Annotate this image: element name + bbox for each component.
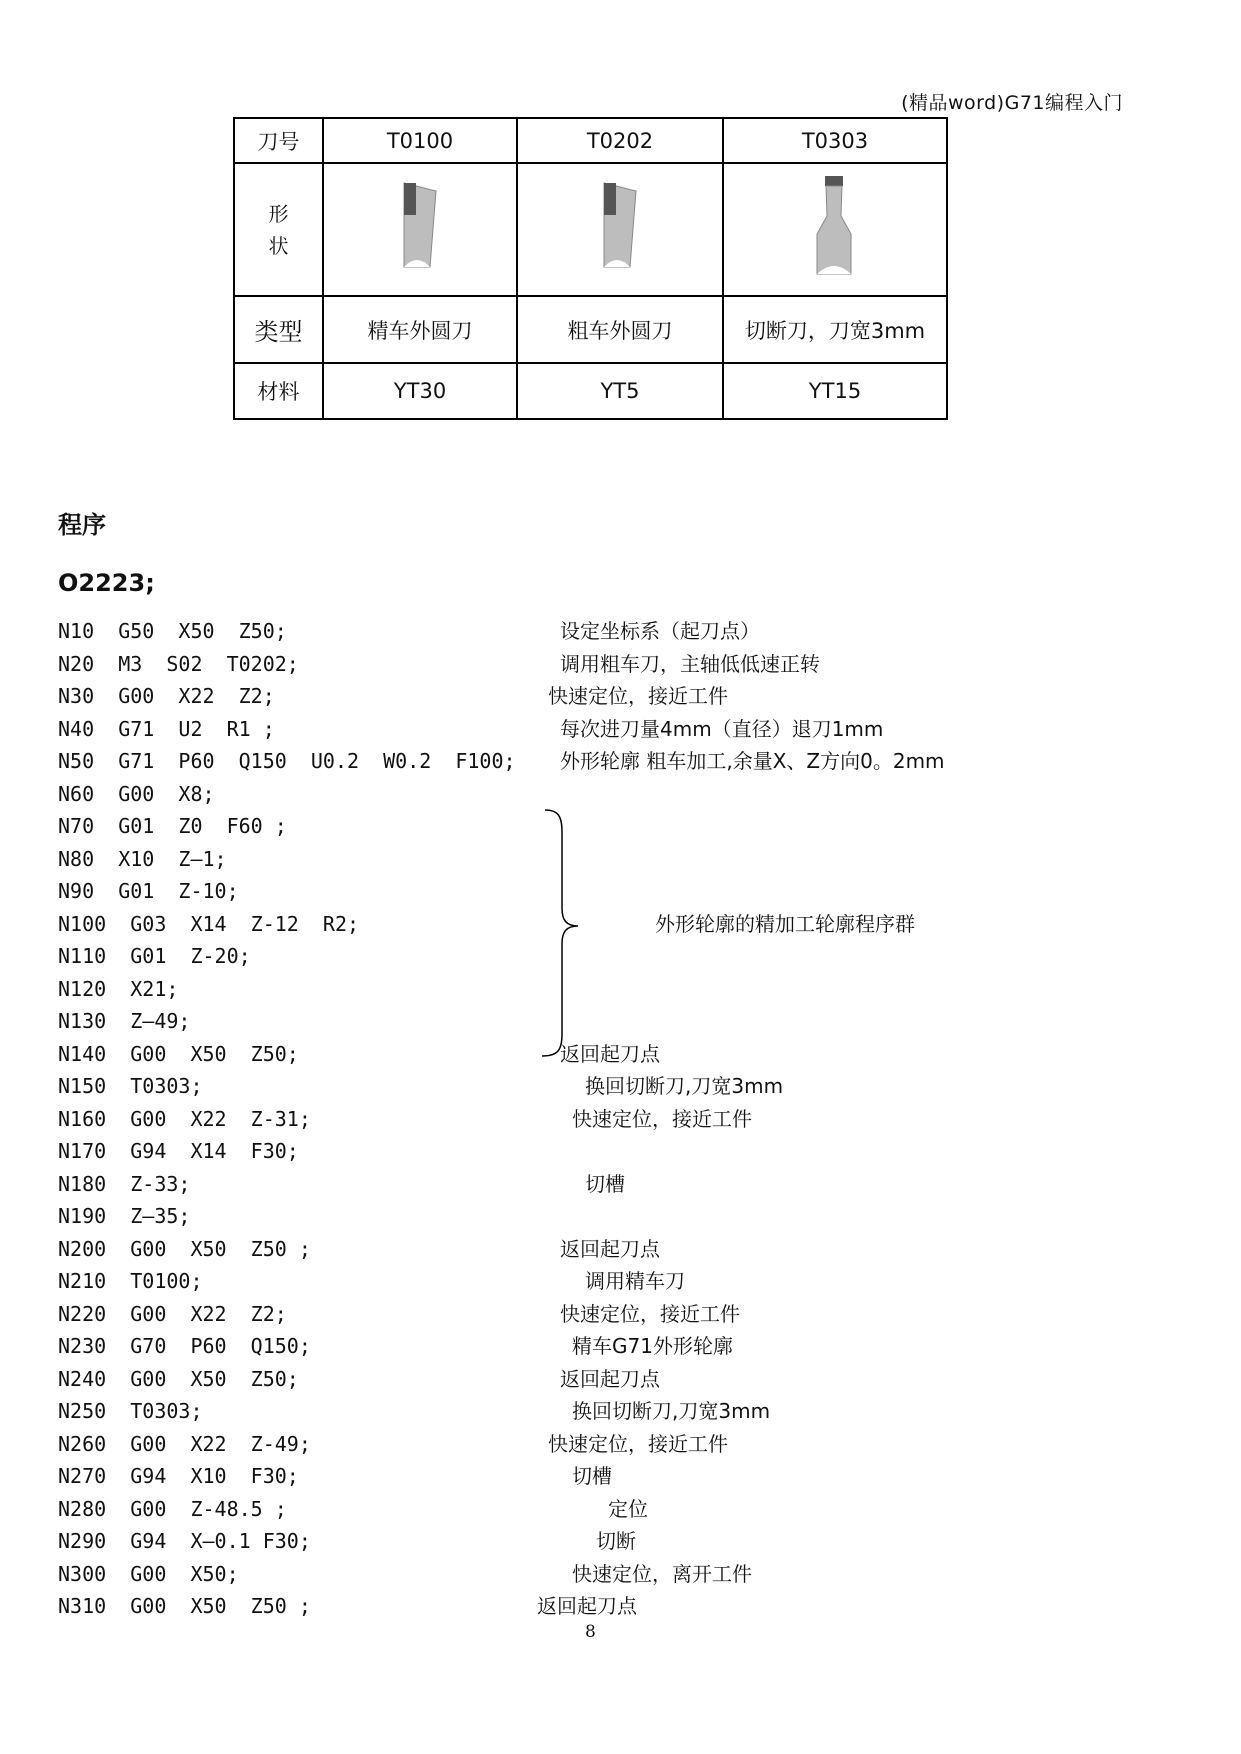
- program-line-comment: 快速定位，接近工件: [548, 684, 728, 708]
- tool-material-cell: YT5: [517, 363, 723, 419]
- tool-number-row: [234, 118, 947, 163]
- program-line-comment: 精车G71外形轮廓: [572, 1334, 733, 1358]
- program-line-code: N290 G94 X—0.1 F30;: [58, 1529, 311, 1553]
- tool-type-cell: 切断刀，刀宽3mm: [723, 296, 947, 363]
- tool-table: [233, 117, 948, 420]
- page-number: 8: [585, 1622, 596, 1642]
- program-line-code: N180 Z-33;: [58, 1171, 191, 1196]
- program-line-comment: 外形轮廓 粗车加工,余量X、Z方向0。2mm: [560, 749, 945, 773]
- brace-label: 外形轮廓的精加工轮廓程序群: [655, 912, 915, 936]
- program-line-comment: 换回切断刀,刀宽3mm: [585, 1074, 784, 1098]
- program-line-comment: 切断: [596, 1529, 636, 1553]
- program-line-comment: 调用粗车刀，主轴低低速正转: [560, 651, 820, 676]
- program-line-code: N60 G00 X8;: [58, 781, 215, 806]
- program-line-comment: 快速定位，接近工件: [560, 1301, 740, 1326]
- tool-shape-label: 形状: [234, 163, 323, 296]
- program-line-comment: 返回起刀点: [560, 1041, 660, 1066]
- program-line-code: N110 G01 Z-20;: [58, 944, 251, 968]
- program-line-comment: 定位: [608, 1496, 648, 1521]
- tool-type-cell: 粗车外圆刀: [517, 296, 723, 363]
- program-line-code: N220 G00 X22 Z2;: [58, 1301, 287, 1326]
- program-line-code: N190 Z—35;: [58, 1204, 191, 1228]
- tool-type-label: 类型: [234, 296, 323, 363]
- cutoff-tool-icon: [723, 163, 947, 296]
- program-line-code: N140 G00 X50 Z50;: [58, 1041, 299, 1066]
- section-title: 程序: [58, 511, 106, 539]
- program-line-code: N100 G03 X14 Z-12 R2;: [58, 911, 360, 936]
- program-line-comment: 返回起刀点: [560, 1366, 660, 1391]
- program-line-comment: 返回起刀点: [537, 1594, 637, 1618]
- tool-shape-row: [234, 163, 947, 296]
- program-line-code: N30 G00 X22 Z2;: [58, 684, 275, 708]
- header-note: (精品word)G71编程入门: [901, 92, 1123, 114]
- program-line-code: N170 G94 X14 F30;: [58, 1139, 299, 1163]
- program-line-code: N210 T0100;: [58, 1269, 203, 1293]
- program-line-comment: 返回起刀点: [560, 1236, 660, 1261]
- program-line-code: N130 Z—49;: [58, 1009, 191, 1033]
- program-line-comment: 快速定位，接近工件: [572, 1106, 752, 1131]
- program-line-code: N230 G70 P60 Q150;: [58, 1334, 311, 1358]
- tool-material-cell: YT15: [723, 363, 947, 419]
- program-line-comment: 调用精车刀: [585, 1269, 685, 1293]
- tool-number-cell: T0202: [517, 118, 723, 163]
- program-line-code: N70 G01 Z0 F60 ;: [58, 814, 287, 838]
- roughing-tool-icon: [517, 163, 723, 296]
- program-line-code: N250 T0303;: [58, 1399, 203, 1423]
- program-line-code: N80 X10 Z—1;: [58, 846, 227, 871]
- program-line-code: N200 G00 X50 Z50 ;: [58, 1236, 311, 1261]
- program-line-comment: 每次进刀量4mm（直径）退刀1mm: [560, 716, 884, 741]
- program-line-code: N240 G00 X50 Z50;: [58, 1366, 299, 1391]
- program-line-comment: 切槽: [572, 1464, 612, 1488]
- program-line-code: N150 T0303;: [58, 1074, 203, 1098]
- program-line-code: N260 G00 X22 Z-49;: [58, 1431, 311, 1456]
- program-line-code: N40 G71 U2 R1 ;: [58, 716, 275, 741]
- program-line-code: N20 M3 S02 T0202;: [58, 651, 299, 676]
- program-line-comment: 换回切断刀,刀宽3mm: [572, 1399, 771, 1423]
- tool-material-cell: YT30: [323, 363, 517, 419]
- program-line-code: N160 G00 X22 Z-31;: [58, 1106, 311, 1131]
- tool-material-label: 材料: [234, 363, 323, 419]
- program-line-code: N50 G71 P60 Q150 U0.2 W0.2 F100;: [58, 749, 516, 773]
- program-id: O2223;: [58, 569, 155, 597]
- program-line-code: N10 G50 X50 Z50;: [58, 619, 287, 643]
- tool-number-label: 刀号: [234, 118, 323, 163]
- tool-number-cell: T0303: [723, 118, 947, 163]
- tool-type-row: [234, 296, 947, 363]
- tool-number-cell: T0100: [323, 118, 517, 163]
- program-line-comment: 设定坐标系（起刀点）: [560, 619, 760, 643]
- program-line-code: N120 X21;: [58, 976, 179, 1001]
- program-line-comment: 快速定位，接近工件: [548, 1431, 728, 1456]
- program-line-code: N90 G01 Z-10;: [58, 879, 239, 903]
- program-line-comment: 快速定位，离开工件: [572, 1561, 752, 1586]
- tool-type-cell: 精车外圆刀: [323, 296, 517, 363]
- program-line-code: N280 G00 Z-48.5 ;: [58, 1496, 287, 1521]
- program-line-code: N270 G94 X10 F30;: [58, 1464, 299, 1488]
- program-line-code: N310 G00 X50 Z50 ;: [58, 1594, 311, 1618]
- finishing-tool-icon: [323, 163, 517, 296]
- curly-brace-icon: [540, 808, 590, 1058]
- program-line-code: N300 G00 X50;: [58, 1561, 239, 1586]
- tool-material-row: [234, 363, 947, 419]
- program-line-comment: 切槽: [585, 1171, 625, 1196]
